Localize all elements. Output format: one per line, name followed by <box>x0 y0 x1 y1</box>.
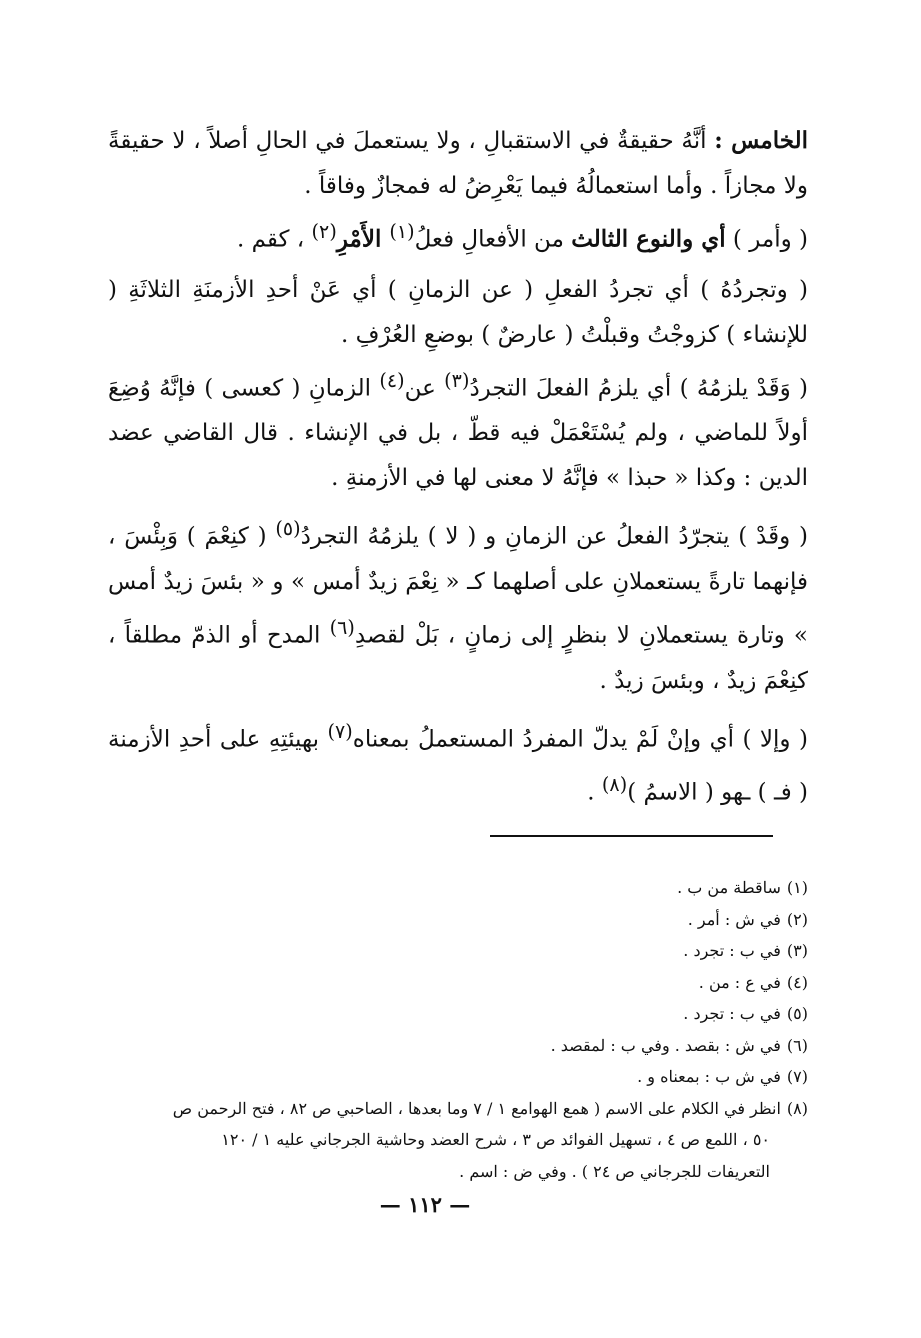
paragraph-text: . <box>587 779 602 806</box>
footnote-text: في ب : تجرد . <box>683 1004 781 1023</box>
footnote-text: في ش ب : بمعناه و . <box>637 1067 781 1086</box>
footnote-number: (٦) <box>786 1035 808 1055</box>
paragraph-text: من الأفعالِ فعلُ <box>414 226 572 253</box>
footnote-ref: (٢) <box>311 220 337 243</box>
footnote-1 <box>108 872 808 904</box>
footnote-8 <box>108 1093 808 1188</box>
footnote-text: في ع : من . <box>698 972 781 992</box>
paragraph-2 <box>108 209 808 263</box>
footnote-text: في ش : أمر . <box>687 909 781 929</box>
paragraph-text: ، كقم . <box>236 226 312 253</box>
main-text-body <box>108 118 808 816</box>
footnote-text: في ب : تجرد . <box>683 941 781 960</box>
paragraph-text: ( وقَدْ ) يتجرّدُ الفعلُ عن الزمانِ و ( لا ) يلزمُهُ التجردُ <box>300 523 808 550</box>
footnote-number: (٥) <box>786 1004 808 1023</box>
footnote-ref: (١) <box>389 220 415 243</box>
paragraph-5 <box>108 506 808 703</box>
footnote-divider <box>490 835 773 837</box>
paragraph-3: ( وتجردُهُ ) أي تجردُ الفعلِ ( عن الزمانِ ) أي عَنْ أحدِ الأزمنَةِ الثلاثَةِ ( للإنشاء ) كزوجْتُ وقبلْتُ ( عارضٌ ) بوضعِ العُرْفِ . <box>108 276 808 348</box>
footnote-ref: (٤) <box>379 368 405 392</box>
paragraph-6 <box>108 709 808 816</box>
footnote-ref: (٥) <box>275 517 301 541</box>
paragraph-text: ( وَقَدْ يلزمُهُ ) أي يلزمُ الفعلَ التجردُ <box>469 375 808 402</box>
footnote-3 <box>108 935 808 967</box>
paragraph-text: بهيئتِهِ على أحدِ الأزمنة ( فـ ) ـهو ( الاسمُ ) <box>108 726 808 806</box>
paragraph-1 <box>108 118 808 209</box>
page-number: — ١١٢ — <box>379 1192 471 1217</box>
paragraph-text: ( كنِعْمَ ) وَبِئْسَ ، فإنهما تارةً يستعملانِ على أصلهما كـ « نِعْمَ زيدٌ أمس » و « بئسَ زيدٌ أمس » وتارة يستعملانِ لا بنظرٍ إلى زمانٍ ، بَلْ لقصدِ <box>108 523 808 649</box>
paragraph-text: أنَّهُ حقيقةٌ في الاستقبالِ ، ولا يستعملَ في الحالِ أصلاً ، لا حقيقةً ولا مجازاً . وأما استعمالُهُ فيما يَعْرِضُ له فمجازٌ وفاقاً . <box>108 128 808 199</box>
footnote-text: انظر في الكلام على الاسم ( همع الهوامع ١ / ٧ وما بعدها ، الصاحبي ص ٨٢ ، فتح الرحمن ص <box>172 1098 781 1118</box>
bold-phrase: أي والنوع الثالث <box>571 225 726 253</box>
paragraph-4 <box>108 358 808 502</box>
paragraph-text: المدح أو الذمّ مطلقاً ، كنِعْمَ زيدٌ ، وبئسَ زيدٌ . <box>108 622 808 694</box>
footnote-number: (٢) <box>786 909 808 929</box>
section-heading: الخامس : <box>714 127 808 154</box>
footnote-4 <box>108 967 808 999</box>
footnote-text: ساقطة من ب . <box>677 878 781 897</box>
footnotes-section <box>108 872 808 1187</box>
footnote-2 <box>108 904 808 936</box>
footnote-6 <box>108 1030 808 1062</box>
footnote-number: (٨) <box>786 1098 808 1118</box>
footnote-continuation: ٥٠ ، اللمع ص ٤ ، تسهيل الفوائد ص ٣ ، شرح العضد وحاشية الجرجاني عليه ١ / ١٢٠ <box>221 1130 770 1149</box>
footnote-number: (٧) <box>786 1067 808 1086</box>
footnote-number: (٤) <box>786 972 808 992</box>
footnote-number: (٣) <box>786 941 808 960</box>
paragraph-text: الزمانِ ( كعسى ) فإنَّهُ وُضِعَ أولاً للماضي ، ولم يُسْتَعْمَلْ فيه قطّ ، بل في الإنشاء . قال القاضي عضد الدين : وكذا « حبذا » فإنَّهُ لا معنى لها في الأزمنةِ . <box>108 375 808 492</box>
paragraph-text: ( وأمر ) <box>725 226 808 253</box>
footnote-number: (١) <box>786 878 808 897</box>
footnote-continuation: التعريفات للجرجاني ص ٢٤ ) . وفي ض : اسم . <box>459 1161 770 1181</box>
footnote-7 <box>108 1061 808 1093</box>
bold-phrase: الأَمْرِ <box>336 225 390 253</box>
footnote-ref: (٦) <box>329 615 355 639</box>
paragraph-text: عن <box>404 375 445 402</box>
footnote-ref: (٣) <box>444 368 470 392</box>
footnote-text: في ش : بقصد . وفي ب : لمقصد . <box>550 1035 781 1055</box>
footnote-5 <box>108 998 808 1030</box>
footnote-ref: (٨) <box>601 773 628 797</box>
paragraph-text: ( وإلا ) أي وإنْ لَمْ يدلّ المفردُ المستعملُ بمعناه <box>352 726 808 753</box>
footnote-ref: (٧) <box>327 719 353 743</box>
